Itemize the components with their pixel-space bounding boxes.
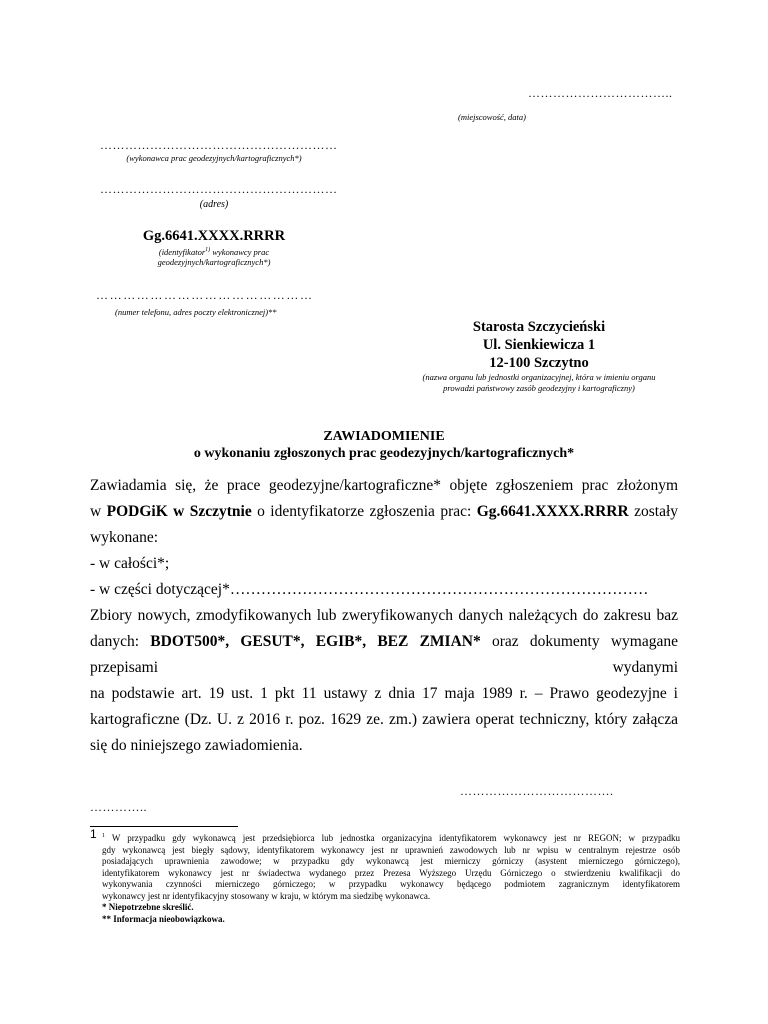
body-line-6: Zbiory nowych, zmodyfikowanych lub zweryfikowanych danych należących do zakresu baz (90, 607, 678, 624)
podgik-name: PODGiK w Szczytnie (106, 503, 252, 520)
footnote-1-line-5: wykonywania czynności mierniczego górniczego; w przypadku wykonawcy będącego podmiotem zagranicznym identyfikatorem (102, 879, 680, 889)
contractor-block (100, 138, 338, 163)
identifier-caption-2: wykonawcy prac (210, 246, 270, 257)
signature-dots: ………………………………. (460, 784, 614, 798)
place-date-caption: (miejscowość, data) (458, 112, 526, 122)
signature-dots-continued: ………….. (90, 800, 147, 814)
body-line-10: kartograficzne (Dz. U. z 2016 r. poz. 1629 ze. zm.) zawiera operat techniczny, który załącza (90, 711, 678, 728)
footnote-marker: 1 (90, 827, 97, 841)
footnote-1-line-4: identyfikatorem wykonawcy jest nr świadectwa wydanego przez Prezesa Wyższego Urzędu Górniczego o stwierdzeniu kwalifikacji do (102, 867, 680, 878)
body-line-11: się do niniejszego zawiadomienia. (90, 737, 303, 754)
contractor-identifier-block (100, 228, 328, 267)
footnote-1-sup: 1 (102, 833, 105, 839)
body-line-2-c: o identyfikatorze zgłoszenia prac: (251, 503, 477, 520)
contact-dots: ………………………………………… (96, 288, 314, 302)
title-sub: o wykonaniu zgłoszonych prac geodezyjnych/kartograficznych* (193, 446, 575, 461)
body-line-3: wykonane: (90, 529, 159, 546)
recipient-block (380, 318, 698, 394)
footnote-separator (90, 826, 238, 827)
document-title (88, 428, 680, 462)
body-line-8 (90, 655, 678, 681)
body-line-8-a: przepisami (90, 659, 159, 676)
footnote-asterisk: * Niepotrzebne skreślić. (102, 902, 194, 912)
footnote-1 (90, 827, 680, 902)
identifier-caption-sup: 1) (205, 247, 211, 253)
footnote-1-line-1-text: W przypadku gdy wykonawcą jest przedsiębiorca lub jednostka organizacyjna identyfikatorem wykonawcy jest nr REGON; w przypadku (111, 833, 680, 843)
contractor-address-block (100, 182, 338, 210)
footnote-1-line-3: posiadających uprawnienia zawodowe; w przypadku gdy wykonawcą jest mierniczy górniczy (asystent mierniczego górniczego), (102, 856, 680, 866)
identifier-caption-3: geodezyjnych/kartograficznych*) (157, 256, 271, 267)
body-line-7-a: danych: (90, 633, 151, 650)
contractor-address-dots: ………………………………………………… (100, 182, 338, 196)
footnotes (90, 827, 680, 925)
contractor-name-caption: (wykonawca prac geodezyjnych/kartograficznych*) (126, 153, 302, 163)
contact-caption: (numer telefonu, adres poczty elektronicznej)** (115, 307, 277, 317)
recipient-line-3: 12-100 Szczytno (489, 355, 589, 371)
body-line-9: na podstawie art. 19 ust. 1 pkt 11 ustawy z dnia 17 maja 1989 r. – Prawo geodezyjne i (90, 685, 678, 702)
contractor-identifier: Gg.6641.XXXX.RRRR (142, 228, 286, 244)
contractor-address-caption: (adres) (199, 199, 229, 210)
body-line-2 (90, 499, 678, 525)
identifier-caption-1: (identyfikator (158, 246, 206, 257)
body-line-7 (90, 629, 678, 655)
recipient-line-2: Ul. Sienkiewicza 1 (482, 337, 596, 353)
body-line-8-b: wydanymi (612, 659, 678, 676)
recipient-caption-1: (nazwa organu lub jednostki organizacyjnej, która w imieniu organu (422, 372, 656, 382)
body-line-5: - w części dotyczącej*……………………………………………………………………… (90, 581, 649, 598)
body-line-2-a: w (90, 503, 107, 520)
body-line-4: - w całości*; (90, 555, 170, 572)
recipient-caption-2: prowadzi państwowy zasób geodezyjny i kartograficzny) (443, 383, 635, 393)
place-date-dots: …………………………….. (528, 86, 673, 100)
database-list: BDOT500*, GESUT*, EGIB*, BEZ ZMIAN* (150, 633, 481, 650)
body-line-7-c: oraz dokumenty wymagane (480, 633, 678, 650)
footnote-double-asterisk: ** Informacja nieobowiązkowa. (102, 913, 225, 924)
body-line-1: Zawiadamia się, że prace geodezyjne/kartograficzne* objęte zgłoszeniem prac złożonym (90, 477, 678, 494)
footnote-1-line-1 (102, 831, 680, 845)
body-line-2-e: zostały (628, 503, 679, 520)
identifier-caption (100, 245, 328, 257)
submission-identifier: Gg.6641.XXXX.RRRR (476, 503, 629, 520)
recipient-line-1: Starosta Szczycieński (472, 319, 606, 335)
body-text (90, 473, 678, 759)
title-main: ZAWIADOMIENIE (323, 429, 445, 444)
footnote-1-line-2: gdy wykonawcą jest biegły sądowy, identyfikatorem wykonawcy jest nr uprawnień zawodowych lub nr wpisu w centralnym rejestrze osób (102, 844, 680, 855)
footnote-1-line-6: wykonawcy jest nr identyfikacyjny stosowany w kraju, w którym ma siedzibę wykonawca. (102, 890, 431, 901)
contractor-name-dots: ………………………………………………… (100, 138, 338, 152)
